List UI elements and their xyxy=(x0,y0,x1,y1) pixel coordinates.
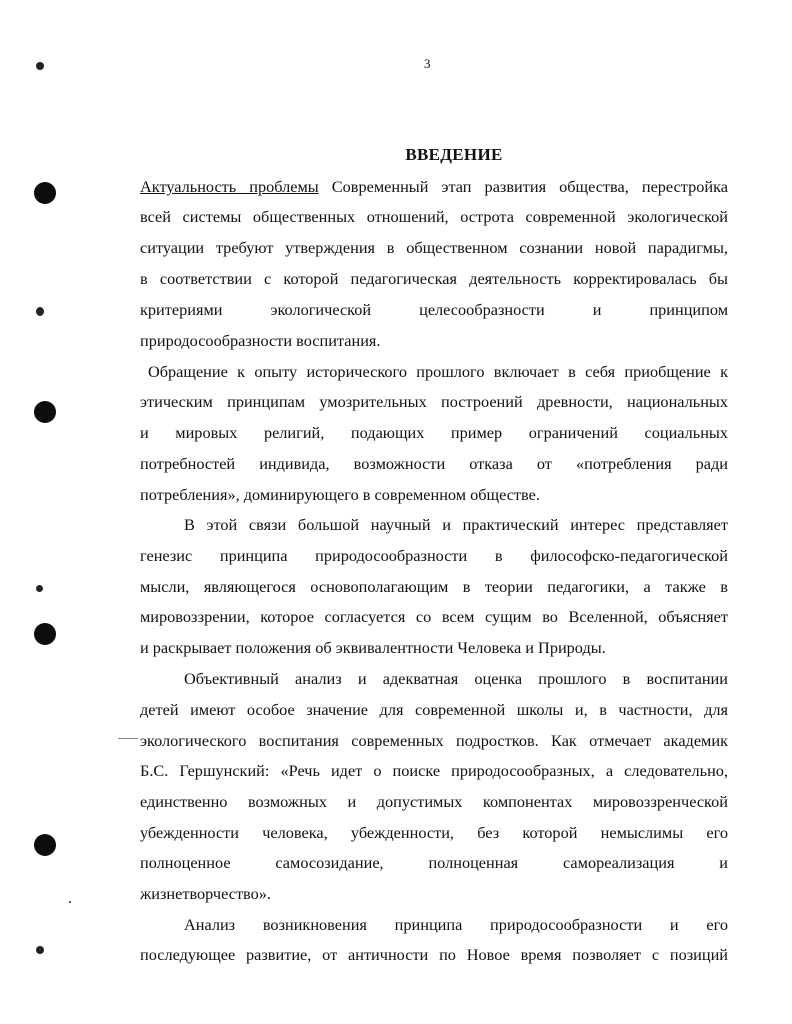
text-line: потребностей индивида, возможности отказа от «потребления ради xyxy=(140,454,728,473)
scan-speck xyxy=(36,946,44,954)
scan-scratch xyxy=(118,738,138,739)
scan-speck xyxy=(36,585,43,592)
page-number: 3 xyxy=(424,56,431,71)
text-line: критериями экологической целесообразности и принципом xyxy=(140,300,728,319)
text-line: всей системы общественных отношений, острота современной экологической xyxy=(140,207,728,226)
text-line: Актуальность проблемы Современный этап развития общества, перестройка xyxy=(140,177,728,196)
text-line: детей имеют особое значение для современной школы и, в частности, для xyxy=(140,700,728,719)
text-line: Обращение к опыту исторического прошлого включает в себя приобщение к xyxy=(148,362,728,381)
scan-speck xyxy=(36,62,44,70)
text-line: этическим принципам умозрительных построений древности, национальных xyxy=(140,392,728,411)
text-line: генезис принципа природосообразности в философско-педагогической xyxy=(140,546,728,565)
text-line: экологического воспитания современных подростков. Как отмечает академик xyxy=(140,731,728,750)
text-line: Анализ возникновения принципа природосообразности и его xyxy=(184,915,728,934)
scan-speck xyxy=(69,901,71,903)
text-line: жизнетворчество». xyxy=(140,884,271,903)
binder-hole xyxy=(34,623,56,645)
binder-hole xyxy=(34,834,56,856)
text-line: мысли, являющегося основополагающим в теории педагогики, а также в xyxy=(140,577,728,596)
text-line: в соответствии с которой педагогическая деятельность корректировалась бы xyxy=(140,269,728,288)
text-line: природосообразности воспитания. xyxy=(140,331,381,350)
binder-hole xyxy=(34,401,56,423)
text-line: В этой связи большой научный и практический интерес представляет xyxy=(184,515,728,534)
text-line: полноценное самосозидание, полноценная самореализация и xyxy=(140,853,728,872)
binder-hole xyxy=(34,182,56,204)
text-line: последующее развитие, от античности по Новое время позволяет с позиций xyxy=(140,945,728,964)
text-line: потребления», доминирующего в современном обществе. xyxy=(140,485,540,504)
text-line: Объективный анализ и адекватная оценка прошлого в воспитании xyxy=(184,669,728,688)
section-label: Актуальность проблемы xyxy=(140,177,319,196)
page-title: ВВЕДЕНИЕ xyxy=(405,145,503,164)
text-line: ситуации требуют утверждения в общественном сознании новой парадигмы, xyxy=(140,238,728,257)
text-line: и мировых религий, подающих пример ограничений социальных xyxy=(140,423,728,442)
text-line: и раскрывает положения об эквивалентности Человека и Природы. xyxy=(140,638,606,657)
text-line: мировоззрении, которое согласуется со всем сущим во Вселенной, объясняет xyxy=(140,607,728,626)
scan-speck xyxy=(36,307,44,316)
text-line: единственно возможных и допустимых компонентах мировоззренческой xyxy=(140,792,728,811)
text-line: Б.С. Гершунский: «Речь идет о поиске природосообразных, а следовательно, xyxy=(140,761,728,780)
text-line: убежденности человека, убежденности, без которой немыслимы его xyxy=(140,823,728,842)
